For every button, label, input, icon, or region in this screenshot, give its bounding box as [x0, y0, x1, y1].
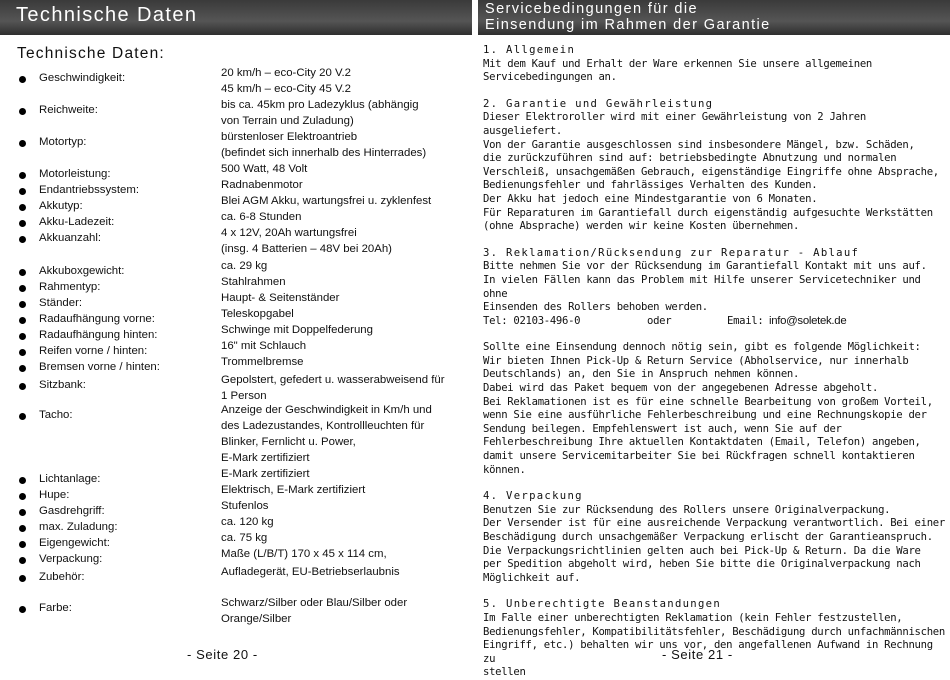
- contact-line: [483, 315, 945, 329]
- spec-value-line: ca. 6-8 Stunden: [221, 211, 302, 223]
- spec-value-line: (befindet sich innerhalb des Hinterrades): [221, 147, 427, 159]
- spec-value: [221, 482, 365, 498]
- section-text: Bedienungsfehler und fahrlässiges Verhalten des Kunden.: [483, 179, 818, 192]
- bullet-icon: [19, 76, 26, 83]
- bullet-icon: [19, 108, 26, 115]
- section-text: wenn Sie eine ausführliche Fehlerbeschreibung und eine Rechnungskopie der: [483, 409, 927, 422]
- spec-value-line: Anzeige der Geschwindigkeit in Km/h und: [221, 404, 432, 416]
- spec-value: [221, 338, 306, 354]
- spec-value: [221, 514, 274, 530]
- spec-value: [221, 498, 269, 514]
- spec-value: [221, 290, 339, 306]
- spec-value-line: Radnabenmotor: [221, 179, 303, 191]
- section-text: Der Versender ist für eine ausreichende Verpackung verantwortlich. Bei einer: [483, 517, 945, 530]
- spec-label: Ständer:: [39, 297, 83, 309]
- spec-label: Motorleistung:: [39, 168, 111, 180]
- bullet-icon: [19, 606, 26, 613]
- spec-value: [221, 546, 387, 562]
- section-text: In vielen Fällen kann das Problem mit Hilfe unserer Servicetechniker und ohne: [483, 273, 927, 300]
- section-text: Benutzen Sie zur Rücksendung des Rollers unsere Originalverpackung.: [483, 503, 891, 516]
- section-text: (ohne Absprache) werden wir keine Kosten übernehmen.: [483, 220, 800, 233]
- spec-value-line: bis ca. 45km pro Ladezyklus (abhängig: [221, 99, 419, 111]
- section-title: 2. Garantie und Gewährleistung: [483, 97, 714, 110]
- bullet-icon: [19, 301, 26, 308]
- section-text: Wir bieten Ihnen Pick-Up & Return Service (Abholservice, nur innerhalb: [483, 354, 909, 367]
- spec-value-line: Stahlrahmen: [221, 276, 286, 288]
- right-title-line: Einsendung im Rahmen der Garantie: [485, 17, 771, 33]
- spec-value: [221, 466, 310, 482]
- spec-value-line: Orange/Silber: [221, 613, 292, 625]
- bullet-icon: [19, 204, 26, 211]
- bullet-icon: [19, 172, 26, 179]
- spec-label: Endantriebssystem:: [39, 184, 140, 196]
- spec-label: Verpackung:: [39, 553, 103, 565]
- spec-value: [221, 161, 307, 177]
- left-page-title: Technische Daten: [16, 4, 198, 26]
- spec-value-line: 20 km/h – eco-City 20 V.2: [221, 67, 352, 79]
- spec-value: [221, 225, 392, 257]
- spec-value-line: ca. 120 kg: [221, 516, 274, 528]
- spec-value: [221, 354, 304, 370]
- section-text: Bei Reklamationen ist es für eine schnelle Bearbeitung von großem Vorteil,: [483, 395, 933, 408]
- spec-value: [221, 193, 431, 209]
- section-text: die zurückzuführen sind auf: betriebsbedingte Abnutzung und normalen: [483, 152, 897, 165]
- spec-label: Radaufhängung hinten:: [39, 329, 158, 341]
- section-text: Dieser Elektroroller wird mit einer Gewährleistung von 2 Jahren ausgeliefert.: [483, 111, 872, 137]
- spec-value-line: E-Mark zertifiziert: [221, 452, 310, 464]
- right-title-line: Servicebedingungen für die: [485, 1, 698, 17]
- section-text: Bedienungsfehler, Kompatibilitätsfehler, Beschädigung durch unfachmännischen: [483, 625, 945, 638]
- section-title: 5. Unberechtigte Beanstandungen: [483, 598, 722, 611]
- spec-value: [221, 402, 432, 466]
- spec-value: [221, 129, 426, 161]
- spec-value-line: E-Mark zertifiziert: [221, 468, 310, 480]
- spec-value: [221, 322, 373, 338]
- bullet-icon: [19, 541, 26, 548]
- spec-value-line: Haupt- & Seitenständer: [221, 292, 340, 304]
- bullet-icon: [19, 525, 26, 532]
- contact-phone: Tel: 02103-496-0: [483, 314, 581, 327]
- section-text: Beschädigung durch unsachgemäßer Verpackung erlischt der Garantieanspruch.: [483, 531, 933, 543]
- spec-value-line: 500 Watt, 48 Volt: [221, 163, 308, 175]
- bullet-icon: [19, 236, 26, 243]
- spec-label: Tacho:: [39, 409, 73, 421]
- service-conditions: [483, 44, 945, 680]
- section-text: Deutschlands) an, den Sie in Anspruch nehmen können.: [483, 368, 800, 381]
- spec-value: [221, 595, 407, 627]
- spec-label: Lichtanlage:: [39, 473, 101, 485]
- page-number-left: - Seite 20 -: [187, 647, 258, 662]
- spec-label: Bremsen vorne / hinten:: [39, 361, 160, 373]
- spec-value-line: ca. 75 kg: [221, 532, 268, 544]
- spec-value-line: Blinker, Fernlicht u. Power,: [221, 436, 356, 448]
- spec-label: Sitzbank:: [39, 379, 86, 391]
- spec-label: max. Zuladung:: [39, 521, 118, 533]
- spec-value: [221, 564, 400, 580]
- section-text: Servicebedingungen an.: [483, 71, 617, 84]
- bullet-icon: [19, 413, 26, 420]
- spec-label: Gasdrehgriff:: [39, 505, 105, 517]
- bullet-icon: [19, 333, 26, 340]
- spec-label: Farbe:: [39, 602, 72, 614]
- spec-value-line: Gepolstert, gefedert u. wasserabweisend für: [221, 374, 445, 386]
- spec-value-line: Elektrisch, E-Mark zertifiziert: [221, 484, 366, 496]
- spec-value-line: 1 Person: [221, 390, 267, 402]
- section-text: Für Reparaturen im Garantiefall durch eigenständig aufgesuchte Werkstätten: [483, 206, 933, 219]
- spec-value: [221, 258, 267, 274]
- spec-value-line: Schwarz/Silber oder Blau/Silber oder: [221, 597, 408, 609]
- spec-label: Motortyp:: [39, 136, 87, 148]
- spec-label: Reifen vorne / hinten:: [39, 345, 148, 357]
- spec-value-line: 16" mit Schlauch: [221, 340, 307, 352]
- bullet-icon: [19, 285, 26, 292]
- spec-list: [0, 0, 470, 640]
- spec-value: [221, 177, 303, 193]
- bullet-icon: [19, 383, 26, 390]
- section-text: Von der Garantie ausgeschlossen sind insbesondere Mängel, bzw. Schäden,: [483, 138, 915, 151]
- spec-value-line: Stufenlos: [221, 500, 269, 512]
- spec-label: Geschwindigkeit:: [39, 72, 126, 84]
- right-page-title: [485, 1, 771, 33]
- spec-heading: Technische Daten:: [17, 45, 165, 62]
- bullet-icon: [19, 493, 26, 500]
- section-title: 1. Allgemein: [483, 44, 576, 56]
- section-text: Sollte eine Einsendung dennoch nötig sein, gibt es folgende Möglichkeit:: [483, 341, 921, 354]
- spec-value-line: Aufladegerät, EU-Betriebserlaubnis: [221, 566, 400, 578]
- spec-value: [221, 372, 445, 404]
- right-page-header: [478, 0, 950, 35]
- bullet-icon: [19, 477, 26, 484]
- spec-value: [221, 274, 286, 290]
- contact-email-label: Email:: [727, 314, 764, 327]
- spec-value: [221, 97, 419, 129]
- section-text: damit unsere Servicemitarbeiter Sie bei Rückfragen schnell kontaktieren können.: [483, 450, 921, 476]
- spec-label: Eigengewicht:: [39, 537, 110, 549]
- section-text: Im Falle einer unberechtigten Reklamation (kein Fehler festzustellen,: [483, 611, 903, 624]
- spec-value-line: Trommelbremse: [221, 356, 304, 368]
- spec-value-line: (insg. 4 Batterien – 48V bei 20Ah): [221, 243, 392, 255]
- bullet-icon: [19, 557, 26, 564]
- bullet-icon: [19, 349, 26, 356]
- bullet-icon: [19, 365, 26, 372]
- section-text: Bitte nehmen Sie vor der Rücksendung im Garantiefall Kontakt mit uns auf.: [483, 260, 927, 273]
- spec-value-line: 4 x 12V, 20Ah wartungsfrei: [221, 227, 357, 239]
- spec-value: [221, 209, 301, 225]
- spec-value-line: Maße (L/B/T) 170 x 45 x 114 cm,: [221, 548, 387, 560]
- spec-label: Radaufhängung vorne:: [39, 313, 155, 325]
- section-text: Möglichkeit auf.: [483, 571, 581, 584]
- spec-label: Akkuanzahl:: [39, 232, 102, 244]
- spec-label: Rahmentyp:: [39, 281, 101, 293]
- spec-value-line: Schwinge mit Doppelfederung: [221, 324, 373, 336]
- spec-value: [221, 306, 294, 322]
- spec-value: [221, 65, 351, 97]
- spec-label: Reichweite:: [39, 104, 98, 116]
- spec-label: Hupe:: [39, 489, 70, 501]
- bullet-icon: [19, 317, 26, 324]
- section-text: Dabei wird das Paket bequem von der angegebenen Adresse abgeholt.: [483, 382, 879, 395]
- spec-label: Zubehör:: [39, 571, 85, 583]
- spec-value-line: Teleskopgabel: [221, 308, 294, 320]
- section-title: 3. Reklamation/Rücksendung zur Reparatur - Ablauf: [483, 246, 860, 259]
- section-text: Verschleiß, unsachgemäßen Gebrauch, eigenständige Eingriffe ohne Absprache,: [483, 165, 939, 178]
- section-text: Eingriff, etc.) behalten wir uns vor, den angefallenen Aufwand in Rechnung zu: [483, 639, 939, 665]
- spec-value-line: des Ladezustandes, Kontrollleuchten für: [221, 420, 425, 432]
- bullet-icon: [19, 140, 26, 147]
- contact-email-link[interactable]: info@soletek.de: [769, 314, 847, 327]
- section-text: stellen: [483, 666, 526, 679]
- section-title: 4. Verpackung: [483, 490, 583, 503]
- contact-or: oder: [647, 314, 672, 327]
- section-text: per Spedition abgeholt wird, heben Sie bitte die Originalverpackung nach: [483, 558, 921, 571]
- bullet-icon: [19, 575, 26, 582]
- section-text: Sendung beilegen. Empfehlenswert ist auch, wenn Sie auf der: [483, 422, 842, 435]
- section-text: Die Verpackungsrichtlinien gelten auch bei Pick-Up & Return. Da die Ware: [483, 544, 921, 557]
- spec-value-line: 45 km/h – eco-City 45 V.2: [221, 83, 352, 95]
- section-text: Einsenden des Rollers behoben werden.: [483, 301, 708, 314]
- bullet-icon: [19, 220, 26, 227]
- spec-value-line: bürstenloser Elektroantrieb: [221, 131, 358, 143]
- page-number-right: - Seite 21 -: [662, 647, 733, 662]
- section-text: Fehlerbeschreibung Ihre aktuellen Kontaktdaten (Email, Telefon) angeben,: [483, 436, 921, 449]
- bullet-icon: [19, 269, 26, 276]
- spec-label: Akkutyp:: [39, 200, 83, 212]
- bullet-icon: [19, 509, 26, 516]
- spec-label: Akkuboxgewicht:: [39, 265, 125, 277]
- spec-label: Akku-Ladezeit:: [39, 216, 115, 228]
- spec-value-line: von Terrain und Zuladung): [221, 115, 354, 127]
- section-text: Mit dem Kauf und Erhalt der Ware erkennen Sie unsere allgemeinen: [483, 57, 872, 70]
- spec-value-line: ca. 29 kg: [221, 260, 268, 272]
- spec-value-line: Blei AGM Akku, wartungsfrei u. zyklenfest: [221, 195, 432, 207]
- bullet-icon: [19, 188, 26, 195]
- section-text: Der Akku hat jedoch eine Mindestgarantie von 6 Monaten.: [483, 192, 818, 205]
- spec-value: [221, 530, 267, 546]
